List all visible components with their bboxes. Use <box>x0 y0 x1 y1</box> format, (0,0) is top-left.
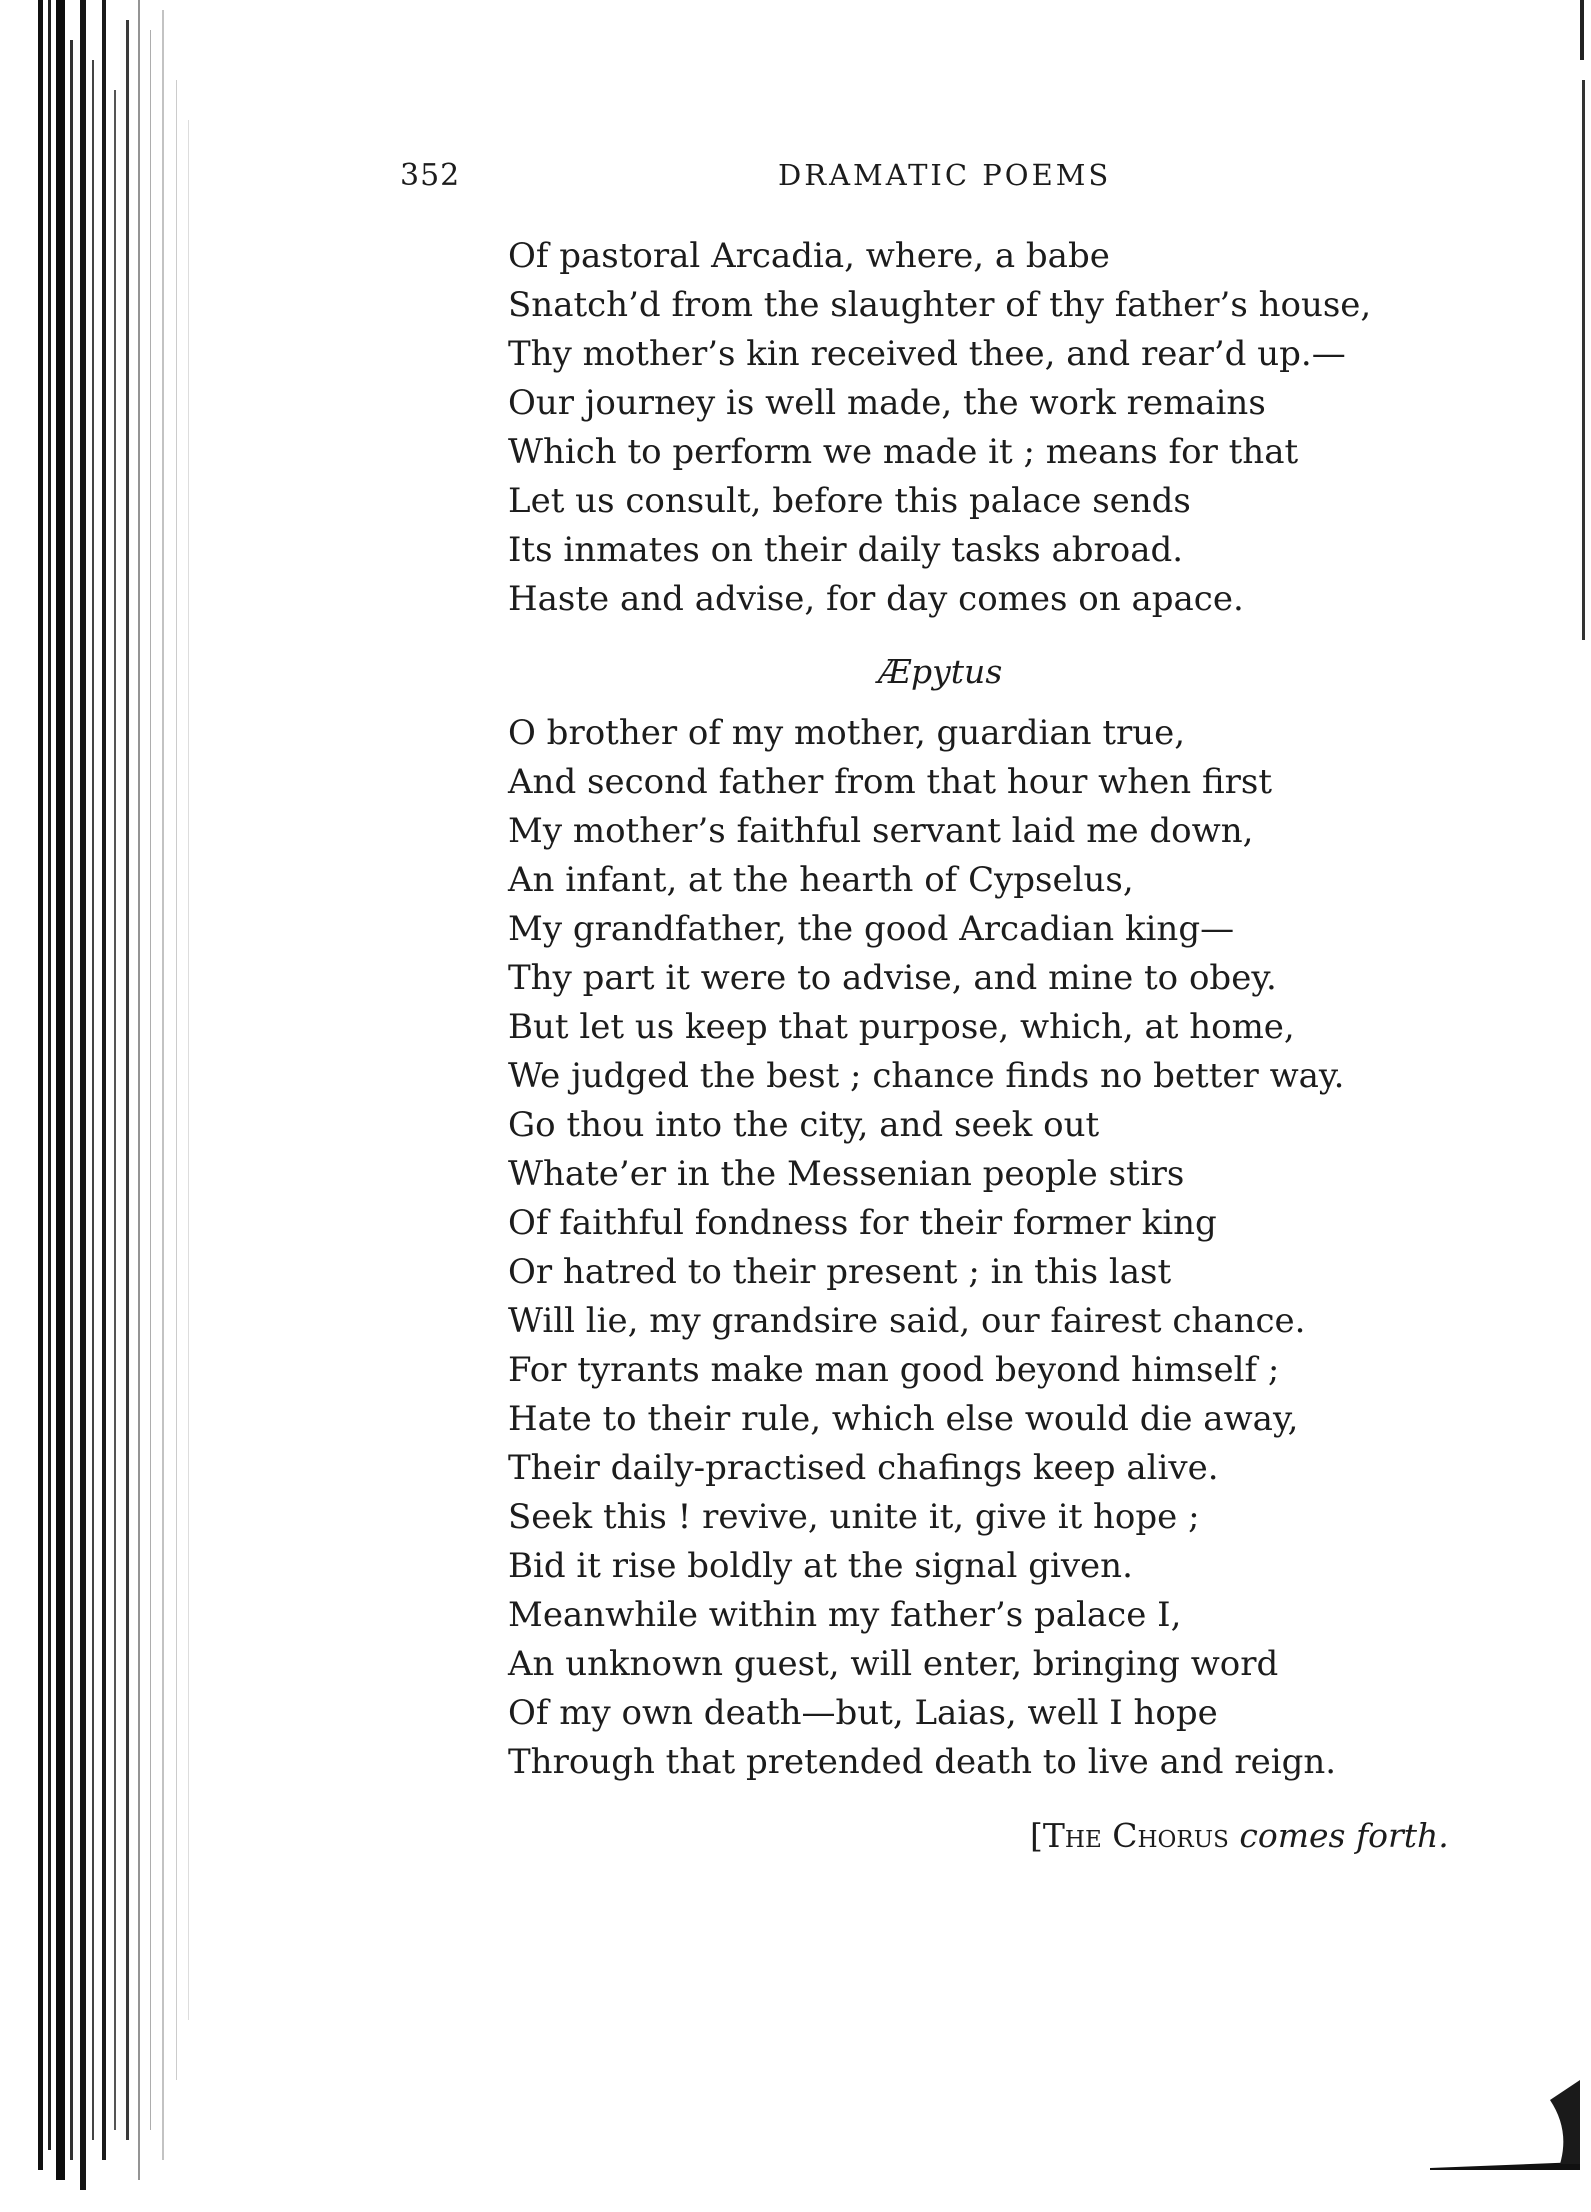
verse-line: Thy part it were to advise, and mine to obey. <box>508 958 1277 998</box>
binding-gutter-shadow <box>30 0 200 2212</box>
running-title: DRAMATIC POEMS <box>778 158 1112 192</box>
verse-line: Will lie, my grandsire said, our fairest chance. <box>508 1301 1306 1341</box>
verse-line: Go thou into the city, and seek out <box>508 1105 1100 1145</box>
page-number: 352 <box>400 158 461 193</box>
verse-line: O brother of my mother, guardian true, <box>508 713 1186 753</box>
verse-line: For tyrants make man good beyond himself ; <box>508 1350 1280 1390</box>
verse-line: Whate’er in the Messenian people stirs <box>508 1154 1185 1194</box>
verse-line: Their daily-practised chafings keep alive. <box>508 1448 1219 1488</box>
verse-line: But let us keep that purpose, which, at home, <box>508 1007 1295 1047</box>
verse-line: We judged the best ; chance finds no better way. <box>508 1056 1345 1096</box>
verse-line: Snatch’d from the slaughter of thy father’s house, <box>508 285 1372 325</box>
verse-line: Which to perform we made it ; means for that <box>508 432 1299 472</box>
verse-line: Bid it rise boldly at the signal given. <box>508 1546 1133 1586</box>
stage-direction <box>1030 1816 1449 1855</box>
stage-bracket: [ <box>1030 1816 1043 1855</box>
verse-line: Through that pretended death to live and reign. <box>508 1742 1337 1782</box>
stage-subject: The Chorus <box>1042 1816 1229 1855</box>
verse-line: Of pastoral Arcadia, where, a babe <box>508 236 1110 276</box>
verse-line: My mother’s faithful servant laid me down, <box>508 811 1254 851</box>
poem-text <box>508 232 1508 1787</box>
page-edge-shadow <box>1570 0 1591 700</box>
verse-line: An unknown guest, will enter, bringing word <box>508 1644 1279 1684</box>
stage-action: comes forth. <box>1239 1816 1449 1855</box>
verse-line: Its inmates on their daily tasks abroad. <box>508 530 1184 570</box>
verse-line: Let us consult, before this palace sends <box>508 481 1191 521</box>
verse-line: Meanwhile within my father’s palace I, <box>508 1595 1182 1635</box>
verse-line: My grandfather, the good Arcadian king— <box>508 909 1235 949</box>
verse-line: Of faithful fondness for their former king <box>508 1203 1217 1243</box>
verse-line: Hate to their rule, which else would die away, <box>508 1399 1299 1439</box>
verse-line: Seek this ! revive, unite it, give it hope ; <box>508 1497 1200 1537</box>
verse-line: Of my own death—but, Laias, well I hope <box>508 1693 1218 1733</box>
running-head <box>400 158 1530 204</box>
verse-line: Haste and advise, for day comes on apace. <box>508 579 1244 619</box>
verse-line: Our journey is well made, the work remains <box>508 383 1266 423</box>
verse-line: Thy mother’s kin received thee, and rear’d up.— <box>508 334 1346 374</box>
speaker-name: Æpytus <box>878 652 1003 691</box>
verse-line: An infant, at the hearth of Cypselus, <box>508 860 1134 900</box>
verse-line: Or hatred to their present ; in this last <box>508 1252 1172 1292</box>
page-corner-shadow <box>1430 2060 1580 2170</box>
verse-line: And second father from that hour when first <box>508 762 1273 802</box>
